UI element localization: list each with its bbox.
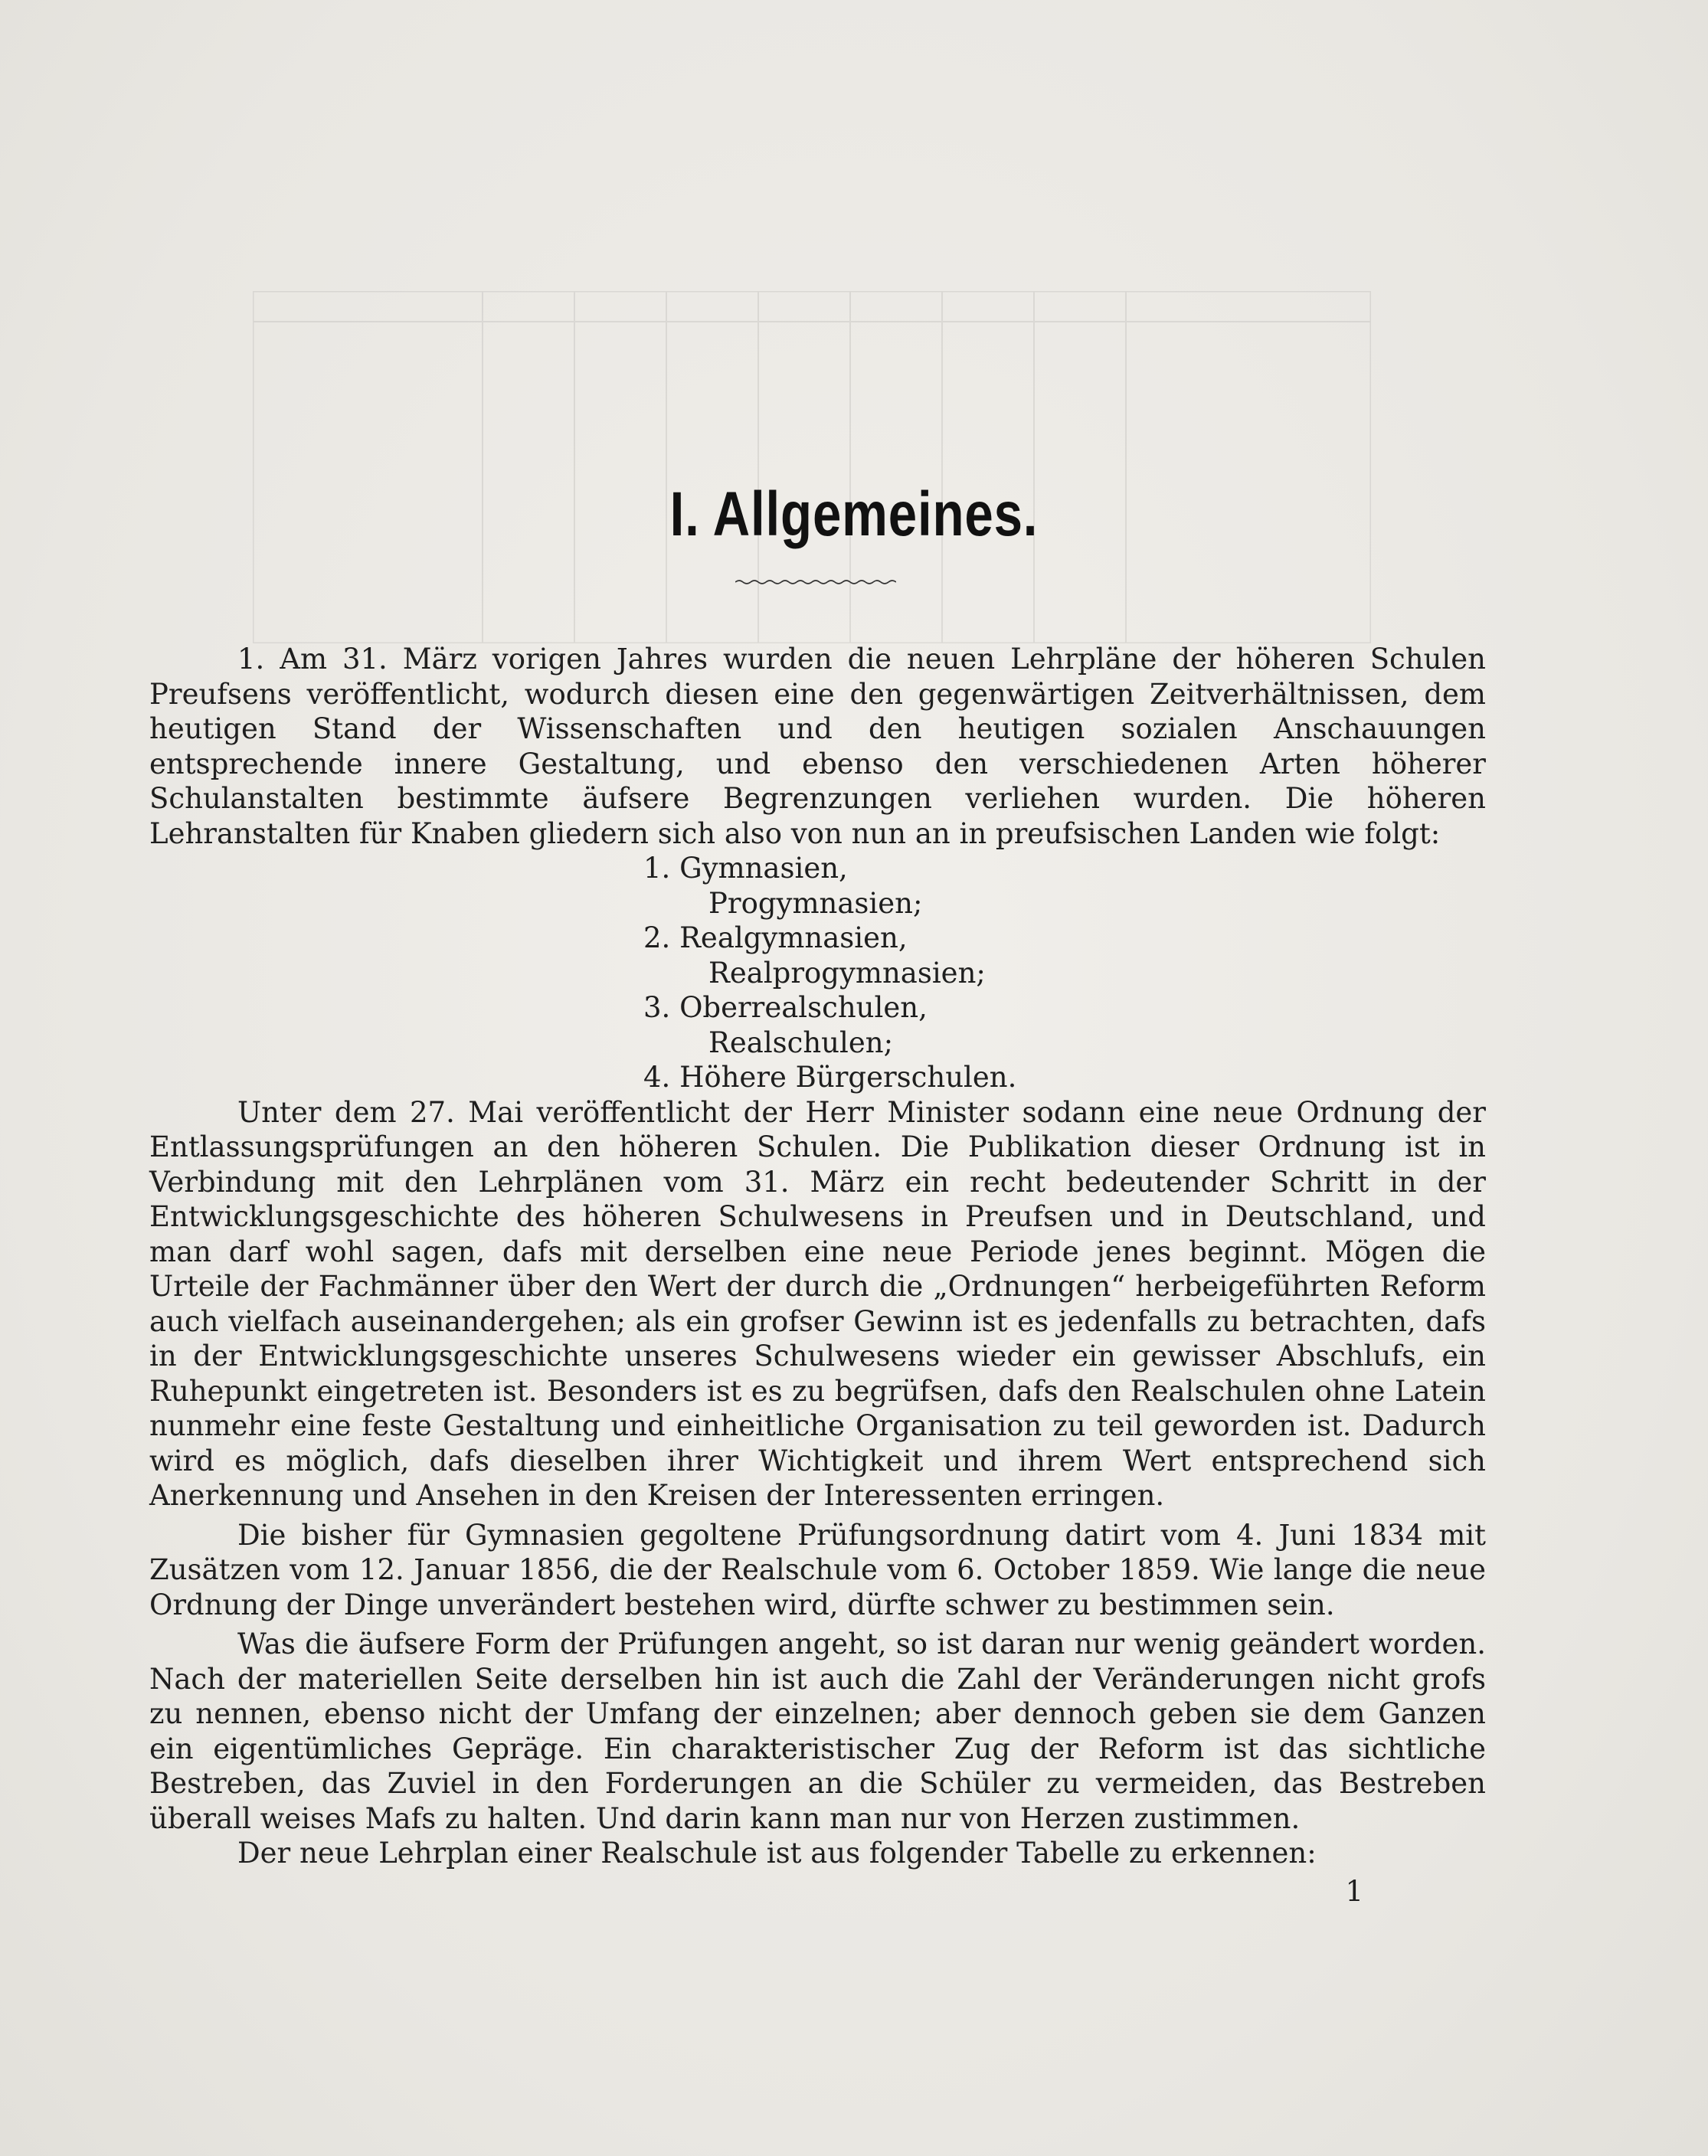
list-sub-item: Realschulen; bbox=[708, 1026, 894, 1059]
list-sub-item: Realprogymnasien; bbox=[708, 956, 986, 990]
list-item: 4. Höhere Bürgerschulen. bbox=[643, 1061, 1017, 1094]
paragraph-4: Was die äufsere Form der Prüfungen angeht, so ist daran nur wenig geändert worden. Nach der materiellen Seite derselben hin ist auch die Zahl der Veränderungen nicht grofs zu nennen, ebenso nicht der Umfang der einzelnen; aber dennoch geben sie dem Ganzen ein eigentümliches Gepräge. Ein charakteristischer Zug der Reform ist das sichtliche Bestreben, das Zuviel in den Forderungen an die Schüler zu vermeiden, das Bestreben überall weises Mafs zu halten. Und darin kann man nur von Herzen zustimmen. bbox=[149, 1628, 1486, 1835]
paragraph-2: Unter dem 27. Mai veröffentlicht der Herr Minister sodann eine neue Ordnung der Entlassungsprüfungen an den höheren Schulen. Die Publikation dieser Ordnung ist in Verbindung mit den Lehrplänen vom 31. März ein recht bedeutender Schritt in der Entwicklungsgeschichte des höheren Schulwesens in Preufsen und in Deutschland, und man darf wohl sagen, dafs mit derselben eine neue Periode jenes beginnt. Mögen die Urteile der Fachmänner über den Wert der durch die „Ordnungen“ herbeigeführten Reform auch vielfach auseinandergehen; als ein grofser Gewinn ist es jedenfalls zu betrachten, dafs in der Entwicklungsgeschichte unseres Schulwesens wieder ein gewisser Abschlufs, ein Ruhepunkt eingetreten ist. Besonders ist es zu begrüfsen, dafs den Realschulen ohne Latein nunmehr eine feste Gestaltung und einheitliche Organisation zu teil geworden ist. Dadurch wird es möglich, dafs dieselben ihrer Wichtigkeit und ihrem Wert entsprechend sich Anerkennung und Ansehen in den Kreisen der Interessenten erringen. bbox=[149, 1095, 1486, 1512]
paragraph-5: Der neue Lehrplan einer Realschule ist aus folgender Tabelle zu erkennen: bbox=[237, 1837, 1317, 1870]
list-item: 1. Gymnasien, bbox=[643, 852, 848, 885]
section-heading: I. Allgemeines. bbox=[669, 479, 1039, 549]
school-types-list bbox=[149, 851, 1486, 1095]
list-item: 2. Realgymnasien, bbox=[643, 921, 908, 954]
decorative-wavy-rule bbox=[735, 578, 896, 586]
body-text bbox=[149, 642, 1486, 1871]
list-item: 3. Oberrealschulen, bbox=[643, 991, 928, 1024]
paragraph-3: Die bisher für Gymnasien gegoltene Prüfungsordnung datirt vom 4. Juni 1834 mit Zusätzen vom 12. Januar 1856, die der Realschule vom 6. October 1859. Wie lange die neue Ordnung der Dinge unverändert bestehen wird, dürfte schwer zu bestimmen sein. bbox=[149, 1518, 1486, 1621]
paragraph-1: 1. Am 31. März vorigen Jahres wurden die neuen Lehrpläne der höheren Schulen Preufsens veröffentlicht, wodurch diesen eine den gegenwärtigen Zeitverhältnissen, dem heutigen Stand der Wissenschaften und den heutigen sozialen Anschauungen entsprechende innere Gestaltung, und ebenso den verschiedenen Arten höherer Schulanstalten bestimmte äufsere Begrenzungen verliehen wurden. Die höheren Lehranstalten für Knaben gliedern sich also von nun an in preufsischen Landen wie folgt: bbox=[149, 643, 1486, 850]
list-sub-item: Progymnasien; bbox=[708, 886, 923, 920]
page-number: 1 bbox=[1345, 1875, 1363, 1908]
bleed-through-table bbox=[253, 291, 1371, 643]
